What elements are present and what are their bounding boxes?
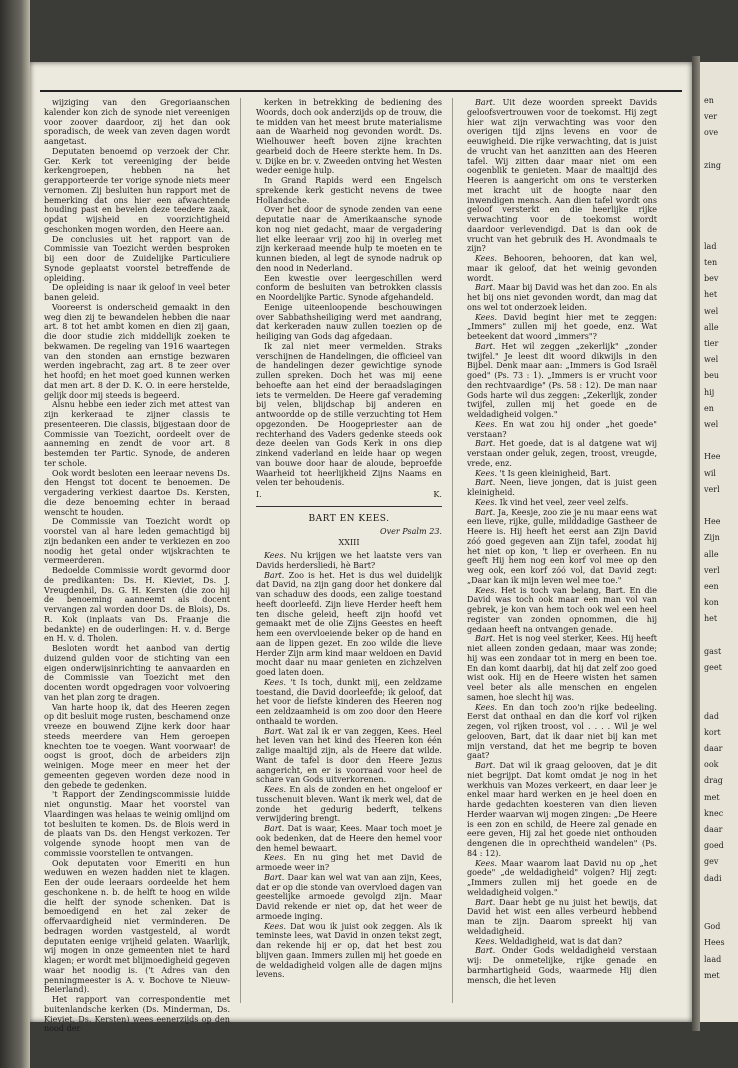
paragraph: Kees. En dan toch zoo'n rijke bedeeling. Eerst dat onthaal en dan die korf vol rijken zegen, vol rijken troost, vol . . . . Wil je wel gelooven, Bart, dat ik daar niet bij kan met mijn verstand, dat het me begrip te boven gaat? [467, 702, 657, 761]
adjacent-text-fragment: zing [704, 160, 722, 170]
adjacent-text-fragment: ten [704, 258, 718, 267]
speaker-name: Kees. [264, 551, 287, 560]
paragraph: Bart. Wat zal ik er van zeggen, Kees. Heel het leven van het kind des Heeren kon één zalige maaltijd zijn, als de Heere dat wilde. Want de tafel is door den Heere Jezus aangericht, en er is voorraad voor heel de schare van Gods uitverkorenen. [256, 726, 442, 785]
newspaper-page [30, 62, 692, 1034]
scan-edge-left [0, 0, 30, 1068]
speaker-name: Bart. [264, 872, 285, 882]
article-subheading: Over Psalm 23. [380, 526, 442, 536]
adjacent-text-fragment: met [704, 792, 720, 802]
paragraph: Bart. Dat is waar, Kees. Maar toch moet je ook bedenken, dat de Heere den hemel voor den hemel bewaart. [256, 824, 442, 853]
speaker-name: Bart. [475, 478, 496, 488]
adjacent-text-fragment: Hee [704, 517, 721, 527]
paragraph: Alsnu hebbe een ieder zich met attest van zijn kerkeraad te zijner classis te presenteeren. Die classis, bijgestaan door de Commissie van Toezicht, oordeelt over de aanneming en zendt de voor art. 8 bestemden ter Partic. Synode, de anderen ter schole. [44, 400, 230, 468]
adjacent-text-fragment: het [704, 614, 718, 624]
paragraph: Ook wordt besloten een leeraar nevens Ds. den Hengst tot docent te benoemen. De vergadering verkiest daartoe Ds. Kersten, die deze benoeming echter in beraad wenscht te houden. [44, 468, 230, 517]
paragraph: Kees. En wat zou hij onder „het goede" verstaan? [467, 419, 657, 439]
top-rule [40, 90, 682, 92]
adjacent-text-fragment: het [704, 290, 718, 300]
speaker-name: Kees. [264, 853, 287, 863]
speaker-name: Bart. [475, 341, 496, 351]
paragraph: Ook deputaten voor Emeriti en hun weduwen en wezen hadden niet te klagen. Een der oude leeraars oordeelde het hem geschonkene n. b. de helft te hoog en wilde die helft der synode schenken. Dat is bemoedigend en het zal zeker de offervaardigheid niet verminderen. De bedragen worden vastgesteld, al wordt deputaten eenige vrijheid gelaten. Waarlijk, wij mogen in onze gemeenten niet te hard klagen; er wordt met blijmoedigheid gegeven waar het noodig is. ('t Adres van den penningmeester is A. v. Bochove te Nieuw-Beierland). [44, 858, 230, 995]
paragraph: Bart. Neen, lieve jongen, dat is juist geen kleinigheid. [467, 478, 657, 497]
signature-right: K. [433, 490, 442, 499]
adjacent-text-fragment: een [704, 582, 719, 591]
adjacent-text-fragment: gev [704, 857, 719, 867]
adjacent-text-fragment: dadi [704, 873, 722, 883]
adjacent-text-fragment: goed [704, 841, 724, 851]
speaker-name: Bart. [475, 283, 496, 293]
speaker-name: Bart. [475, 761, 496, 770]
speaker-name: Kees. [475, 702, 498, 712]
paragraph: Kees. Nu krijgen we het laatste vers van Davids herdersliedi, hè Bart? [256, 551, 442, 570]
signature-line [256, 490, 442, 500]
column-separator [240, 98, 241, 1003]
paragraph: Deputaten benoemd op verzoek der Chr. Ger. Kerk tot vereeniging der beide kerkengroepen, hebben na het gerapporteerde ter vorige synode niets meer vernomen. Zij besluiten hun rapport met de bemerking dat ons hier een afwachtende houding past en bevelen deze teedere zaak, opdat wijsheid en voorzichtigheid geschonken mogen worden, den Heere aan. [44, 146, 230, 234]
article-divider [256, 506, 442, 507]
speaker-name: Kees. [264, 785, 287, 794]
signature-left: I. [256, 490, 262, 499]
adjacent-text-fragment: daar [704, 825, 723, 834]
paragraph: Bart. Daar kan wel wat van aan zijn, Kees, dat er op die stonde van overvloed dagen van geestelijke armoede gevolgd zijn. Maar David rekende er niet op, dat het weer de armoede inging. [256, 872, 443, 921]
paragraph: De conclusies uit het rapport van de Commissie van Toezicht werden besproken bij een door de Zuidelijke Particuliere Synode geplaatst voorstel betreffende de opleiding. [44, 234, 230, 283]
paragraph: Vooreerst is onderscheid gemaakt in den weg dien zij te bewandelen hebben die naar art. 8 tot het ambt komen en dien zij gaan, die door studie zich middellijk zoeken te bekwamen. De regeling van 1916 waartegen van den stonden aan ernstige bezwaren werden ingebracht, zag art. 8 te zeer over het hoofd; en het moet goed kunnen werken dat men art. 8 der D. K. O. in eere herstelde, gelijk door mij steeds is begeerd. [44, 302, 230, 400]
adjacent-text-fragment: wil [704, 468, 716, 478]
paragraph: Kees. Ik vind het veel, zeer veel zelfs. [475, 497, 629, 507]
adjacent-text-fragment: Zijn [704, 533, 720, 543]
adjacent-text-fragment: ook [704, 760, 719, 770]
paragraph: Bart. Zoo is het. Het is dus wel duidelijk dat David, na zijn gang door het donkere dal van schaduw des doods, een zalige toestand heeft doorleefd. Zijn lieve Herder heeft hem ten dische geleid, heeft zijn hoofd vet gemaakt met de olie Zijns Geestes en heeft hem een overvloeiende beker op de hand en aan de lippen gezet. En zoo wilde die lieve Herder Zijn arm kind maar weldoen en David mocht daar nu maar genieten en zichzelven goed laten doen. [256, 570, 442, 677]
paragraph: Kees. 't Is geen kleinigheid, Bart. [475, 468, 611, 478]
paragraph: Over het door de synode zenden van eene deputatie naar de Amerikaansche synode kon nog niet gedacht, maar de vergadering liet elke leeraar vrij zoo hij in overleg met zijn kerkeraad meende hulp te moeten en te kunnen bieden, al legt de synode nadruk op den nood in Nederland. [256, 205, 442, 273]
paragraph: Het rapport van correspondentie met buitenlandsche kerken (Ds. Minderman, Ds. Kieviet, Ds. Kersten) wees eenerzijds op den nood der [44, 995, 230, 1034]
adjacent-text-fragment: wel [704, 306, 719, 316]
paragraph: Een kwestie over leergeschillen werd conform de besluiten van betrokken classis en Noordelijke Partic. Synode afgehandeld. [256, 273, 442, 302]
adjacent-text-fragment: God [704, 922, 721, 932]
adjacent-text-fragment: geet [704, 663, 722, 672]
speaker-name: Kees. [475, 468, 498, 478]
speaker-name: Kees. [475, 585, 498, 595]
article-part-number: XXIII [338, 538, 360, 548]
speaker-name: Kees. [475, 936, 498, 946]
adjacent-text-fragment: gast [704, 646, 722, 656]
paragraph: Bedoelde Commissie wordt gevormd door de predikanten: Ds. H. Kieviet, Ds. J. Vreugdenhil, Ds. G. H. Kersten (die zoo hij de benoeming aanneemt als docent vervangen zal worden door Ds. de Blois), Ds. R. Kok (inplaats van Ds. Fraanje die bedankte) en de ouderlingen: H. v. d. Berge en H. v. d. Tholen. [44, 566, 230, 644]
column-1 [44, 98, 230, 1034]
adjacent-text-fragment: bev [704, 274, 719, 284]
speaker-name: Bart. [264, 824, 285, 833]
paragraph: Eenige uiteenloopende beschouwingen over Sabbathsheiliging werd met aandrang, dat kerkeraden nauw zullen toezien op de heiliging van Gods dag afgedaan. [256, 302, 442, 341]
paragraph: Kees. En nu ging het met David de armoede weer in? [256, 853, 442, 872]
adjacent-text-fragment: ove [704, 128, 719, 138]
adjacent-text-fragment: met [704, 970, 720, 980]
column-separator [452, 98, 453, 1003]
paragraph: Bart. Het is nog veel sterker, Kees. Hij heeft niet alleen zonden gedaan, maar was zonde; hij was een zondaar tot in merg en been toe. En dan komt daarbij, dat hij dat zelf zoo goed wist ook. Hij en de Heere wisten het samen veel beter als alle menschen en engelen samen, hoe slecht hij was. [467, 634, 657, 702]
speaker-name: Bart. [475, 507, 496, 517]
paragraph: Bart. Ja, Keesje, zoo zie je nu maar eens wat een lieve, rijke, gulle, milddadige Gastheer de Heere is. Hij heeft het eerst aan Zijn David zóó goed gegeven aan Zijn tafel, zoodat hij het niet op kon, 't liep er overheen. En nu geeft Hij hem nog een korf vol mee op den weg ook, een korf zóó vol, dat David zegt: „Daar kan ik mijn leven wel mee toe." [467, 507, 657, 585]
column-3 [467, 98, 657, 985]
speaker-name: Kees. [475, 312, 498, 322]
paragraph: Kees. 't Is toch, dunkt mij, een zeldzame toestand, die David doorleefde; ik geloof, dat het voor de liefste kinderen des Heeren nog een zeldzaamheid is om zoo door den Heere onthaald te worden. [256, 677, 442, 726]
paragraph: kerken in betrekking de bediening des Woords, doch ook anderzijds op de trouw, die te midden van het meest brute materialisme aan de Waarheid nog gevonden wordt. Ds. Wielhouwer heeft boven zijne krachten gearbeid doch de Heere sterkte hem. In Ds. v. Dijke en br. v. Zweeden ontving het Westen weder eenige hulp. [256, 98, 442, 176]
speaker-name: Kees. [264, 921, 287, 931]
speaker-name: Kees. [475, 419, 498, 429]
paragraph: De Commissie van Toezicht wordt op voorstel van al hare leden gemachtigd bij zijn bedanken een ander te verkiezen en zoo noodig het getal onder wijskrachten te vermeerderen. [44, 517, 230, 566]
speaker-name: Kees. [475, 858, 498, 868]
paragraph: In Grand Rapids werd een Engelsch sprekende kerk gesticht nevens de twee Hollandsche. [256, 176, 442, 205]
paragraph: De opleiding is naar ik geloof in veel beter banen geleid. [44, 283, 230, 302]
page-gutter [692, 56, 700, 1031]
paragraph: Ik zal niet meer vermelden. Straks verschijnen de Handelingen, die officieel van de handelingen dezer gewichtige synode zullen spreken. Doch het was mij eene behoefte aan het eind der beraadslagingen iets te vermelden. De Heere gaf verademing bij velen, blijdschap bij anderen en antwoordde op de stille verzuchting tot Hem opgezonden. De Hoogepriester aan de rechterhand des Vaders gedenke steeds ook deze deelen van Gods Kerk in ons diep zinkend vaderland en leide haar op wegen van bouwe door haar de aloude, beproefde Waarheid tot heerlijkheid Zijns Naams en velen ter behoudenis. [256, 341, 442, 488]
speaker-name: Bart. [475, 98, 496, 107]
adjacent-text-fragment: drag [704, 776, 723, 786]
adjacent-text-fragment: wel [704, 355, 719, 365]
paragraph: Kees. Maar waarom laat David nu op „het goede" „de weldadigheid" volgen? Hij zegt: „Immers zullen mij het goede en de weldadigheid volgen." [467, 858, 657, 897]
paragraph: Bart. Uit deze woorden spreekt Davids geloofsvertrouwen voor de toekomst. Hij zegt hier wat zijn verwachting was voor den overigen tijd zijns levens en voor de eeuwigheid. Die rijke verwachting, dat is juist de vrucht van het aanzitten aan des Heeren tafel. Wij zitten daar maar niet om een oogenblik te genieten. Maar de maaltijd des Heeren is aangericht om ons te versterken met kracht uit de hoogte naar den inwendigen mensch. Aan dien tafel wordt ons geloof versterkt en die heerlijke rijke verwachting voor de toekomst wordt daardoor verlevendigd. Dat is dan ook de vrucht van het gebruik des H. Avondmaals te zijn? [467, 98, 657, 254]
paragraph: Kees. Dat wou ik juist ook zeggen. Als ik teminste lees, wat David in onzen tekst zegt, dan rekende hij er op, dat het best zou blijven gaan. Immers zullen mij het goede en de weldadigheid volgen alle de dagen mijns levens. [256, 921, 442, 980]
adjacent-text-fragment: tier [704, 339, 719, 348]
paragraph: Bart. Daar hebt ge nu juist het bewijs, dat David het wist een alles verbeurd hebbend man te zijn. Daarom spreekt hij van weldadigheid. [467, 897, 657, 936]
paragraph: 't Rapport der Zendingscommissie luidde niet ongunstig. Maar het voorstel van Vlaardingen was helaas te weinig omlijnd om tot besluiten te komen. Ds. de Blois werd in de plaats van Ds. den Hengst verkozen. Ter volgende synode hoopt men van de commissie voorstellen te ontvangen. [44, 790, 230, 858]
paragraph: Besloten wordt het aanbod van dertig duizend gulden voor de stichting van een eigen onderwijsinrichting te aanvaarden en de Commissie van Toezicht met den docenten wordt opgedragen voor volvoering van het plan zorg te dragen. [44, 644, 230, 702]
paragraph: Bart. Dat wil ik graag gelooven, dat je dit niet begrijpt. Dat komt omdat je nog in het werkhuis van Mozes verkeert, en daar leer je enkel maar hard werken en je heel doen en harde gedachten koesteren van dien lieven Herder waarvan wij mogen zingen: „De Heere is een zon en schild, de Heere zal genade en eere geven, Hij zal het goede niet onthouden dengenen die in oprechtheid wandelen" (Ps. 84 : 12). [467, 761, 657, 858]
speaker-name: Bart. [264, 570, 285, 580]
paragraph: Kees. Behooren, behooren, dat kan wel, maar ik geloof, dat het weinig gevonden wordt. [467, 254, 657, 283]
adjacent-text-fragment: verl [704, 565, 720, 575]
adjacent-text-fragment: ver [704, 112, 718, 122]
adjacent-text-fragment: Hees [704, 938, 725, 948]
article-heading: BART EN KEES. [308, 513, 390, 524]
adjacent-text-fragment: dad [704, 711, 720, 721]
speaker-name: Bart. [475, 634, 496, 644]
adjacent-text-fragment: Hee [704, 452, 721, 462]
adjacent-text-fragment: beu [704, 371, 720, 381]
adjacent-page-edge [700, 62, 738, 1022]
speaker-name: Bart. [264, 726, 285, 736]
speaker-name: Bart. [475, 946, 496, 956]
adjacent-text-fragment: verl [704, 484, 720, 494]
adjacent-text-fragment: alle [704, 322, 719, 332]
speaker-name: Bart. [475, 897, 496, 907]
paragraph: Kees. Weldadigheid, wat is dat dan? [475, 936, 623, 946]
paragraph: Bart. Het wil zeggen „zekerlijk" „zonder twijfel." Je leest dit woord dikwijls in den Bijbel. Denk maar aan: „Immers is God Israël goed" (Ps. 73 : 1). „Immers is er vrucht voor den rechtvaardige" (Ps. 58 : 12). De man naar Gods harte wil dus zeggen: „Zekerlijk, zonder twijfel, zullen mij het goede en de weldadigheid volgen." [467, 341, 657, 419]
paragraph: Kees. David begint hier met te zeggen: „Immers" zullen mij het goede, enz. Wat beteekent dat woord „immers"? [467, 312, 657, 341]
adjacent-text-fragment: en [704, 96, 714, 105]
paragraph: Bart. Het goede, dat is al datgene wat wij verstaan onder geluk, zegen, troost, vreugde, vrede, enz. [467, 439, 657, 468]
paragraph: Kees. En als de zonden en het ongeloof er tusschenuit bleven. Want ik merk wel, dat de zonde het gedurig bederft, telkens verwijdering brengt. [256, 785, 442, 824]
paragraph: Kees. Het is toch van belang, Bart. En die David was toch ook maar een man vol van gebrek, je kon van hem toch ook wel een heel register van zonden opnommen, die hij gedaan heeft na ontvangen genade. [467, 585, 657, 634]
speaker-name: Kees. [475, 254, 498, 263]
paragraph: wijziging van den Gregoriaanschen kalender kon zich de synode niet vereenigen voor zoover daardoor, zij het dan ook sporadisch, de week van zeven dagen wordt aangetast. [44, 98, 230, 146]
paragraph: Bart. Onder Gods weldadigheid verstaan wij: De onmetelijke, rijke genade en barmhartigheid Gods, waarmede Hij dien mensch, die het leven [467, 946, 657, 985]
adjacent-text-fragment: daar [704, 744, 723, 753]
adjacent-text-fragment: hij [704, 387, 715, 397]
adjacent-text-fragment: wel [704, 420, 719, 429]
adjacent-text-fragment: kort [704, 727, 721, 737]
speaker-name: Kees. [475, 497, 498, 507]
adjacent-text-fragment: laad [704, 954, 722, 964]
column-2 [256, 98, 442, 980]
speaker-name: Bart. [475, 439, 496, 449]
adjacent-text-fragment: lad [704, 241, 717, 251]
adjacent-text-fragment: alle [704, 549, 719, 559]
paragraph: Bart. Maar bij David was het dan zoo. En als het bij ons niet gevonden wordt, dan mag dat ons wel tot onderzoek leiden. [467, 283, 657, 312]
speaker-name: Kees. [264, 677, 287, 687]
adjacent-text-fragment: en [704, 403, 714, 413]
adjacent-text-fragment: kon [704, 598, 719, 608]
adjacent-text-fragment: knec [704, 808, 724, 818]
paragraph: Van harte hoop ik, dat des Heeren zegen op dit besluit moge rusten, beschamend onze vreeze en bouwend Zijne kerk door haar steeds meerdere van Hem geroepen knechten toe te voegen. Want voorwaar! de oogst is groot, doch de arbeiders zijn weinigen. Moge meer en meer het der gemeenten gegeven worden deze nood in den gebede te gedenken. [44, 702, 230, 790]
